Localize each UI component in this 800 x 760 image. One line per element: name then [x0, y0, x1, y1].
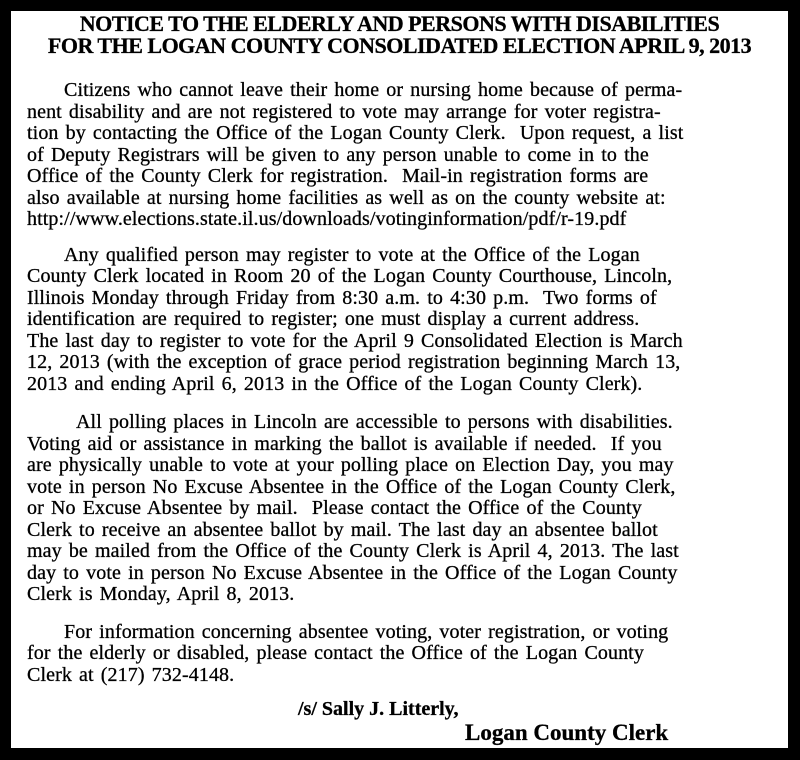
paragraph-voter-registration: [27, 80, 772, 231]
signature-block: [27, 698, 772, 744]
text-line: Citizens who cannot leave their home or nursing home because of perma-: [64, 79, 683, 101]
text-line: may be mailed from the Office of the County Clerk is April 4, 2013. The last: [27, 540, 679, 562]
text-line: also available at nursing home facilities as well as on the county website at:: [27, 186, 666, 209]
text-line: Clerk at (217) 732-4148.: [27, 663, 235, 686]
notice-title: [27, 13, 772, 57]
text-line: 12, 2013 (with the exception of grace period registration beginning March 13,: [27, 351, 681, 373]
text-line: or No Excuse Absentee by mail. Please contact the Office of the County: [27, 497, 642, 519]
text-line: County Clerk located in Room 20 of the Logan County Courthouse, Lincoln,: [27, 265, 673, 287]
text-line: Clerk to receive an absentee ballot by mail. The last day an absentee ballot: [27, 518, 658, 541]
text-line: of Deputy Registrars will be given to any person unable to come in to the: [27, 143, 649, 166]
notice-title-line-1: NOTICE TO THE ELDERLY AND PERSONS WITH DISABILITIES: [79, 11, 720, 36]
text-line: Office of the County Clerk for registration. Mail-in registration forms are: [27, 165, 649, 187]
text-line: For information concerning absentee voting, voter registration, or voting: [64, 620, 669, 643]
text-line: Clerk is Monday, April 8, 2013.: [27, 583, 295, 605]
text-line: All polling places in Lincoln are accessible to persons with disabilities.: [76, 411, 673, 433]
notice-title-line-2: FOR THE LOGAN COUNTY CONSOLIDATED ELECTION APRIL 9, 2013: [47, 33, 752, 58]
text-line: vote in person No Excuse Absentee in the Office of the Logan County Clerk,: [27, 475, 676, 498]
signature-title: Logan County Clerk: [465, 720, 669, 745]
text-line: are physically unable to vote at your polling place on Election Day, you may: [27, 454, 674, 476]
text-line: 2013 and ending April 6, 2013 in the Office of the Logan County Clerk).: [27, 372, 643, 395]
text-line: identification are required to register; one must display a current address.: [27, 308, 640, 330]
text-line: Illinois Monday through Friday from 8:30 a.m. to 4:30 p.m. Two forms of: [27, 286, 657, 309]
paragraph-polling-accessibility: [27, 412, 772, 606]
text-line: Voting aid or assistance in marking the ballot is available if needed. If you: [27, 432, 662, 455]
text-line: tion by contacting the Office of the Logan County Clerk. Upon request, a list: [27, 122, 684, 144]
paragraph-contact-info: [27, 622, 772, 687]
text-line: nent disability and are not registered to vote may arrange for voter registra-: [27, 100, 661, 123]
text-line: for the elderly or disabled, please contact the Office of the Logan County: [27, 642, 644, 664]
text-line: The last day to register to vote for the April 9 Consolidated Election is March: [27, 329, 683, 352]
text-line: Any qualified person may register to vote at the Office of the Logan: [64, 243, 640, 266]
signature-name: /s/ Sally J. Litterly,: [298, 698, 459, 720]
paragraph-register-in-person: [27, 245, 772, 396]
notice-page: [11, 11, 788, 748]
website-url: http://www.elections.state.il.us/downloads/votinginformation/pdf/r-19.pdf: [27, 208, 627, 230]
text-line: day to vote in person No Excuse Absentee in the Office of the Logan County: [27, 561, 678, 584]
